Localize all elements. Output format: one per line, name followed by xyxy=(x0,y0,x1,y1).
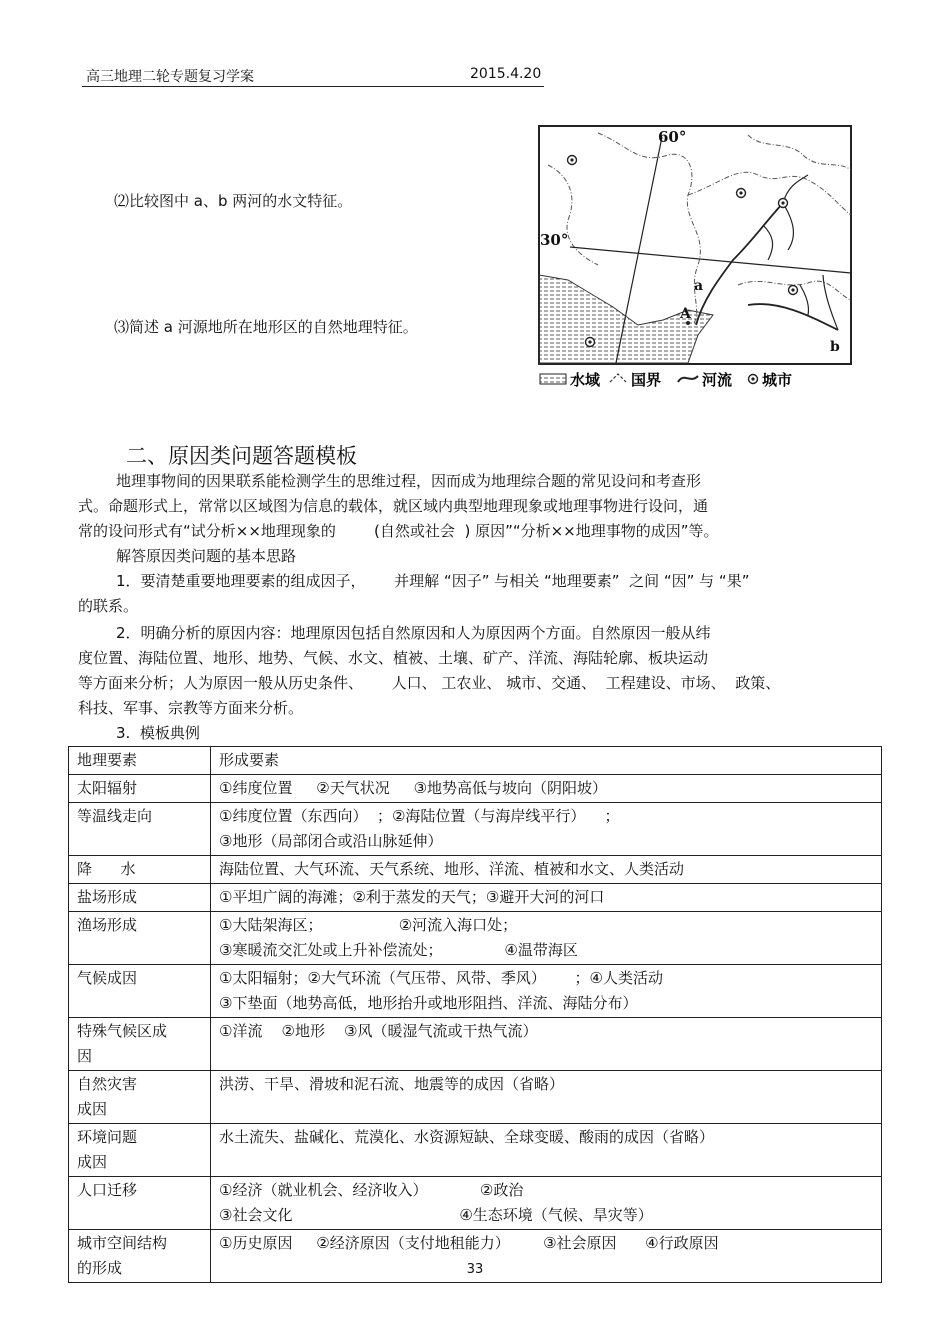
factor-cell: 环境问题 成因 xyxy=(69,1124,211,1177)
para-line: 3. 模板典例 xyxy=(116,724,200,742)
region-map xyxy=(538,125,852,365)
label-30: 30° xyxy=(540,231,569,249)
para-line: 度位置、海陆位置、地形、地势、气候、水文、植被、土壤、矿产、洋流、海陆轮廓、板块运动 xyxy=(78,649,709,667)
content-cell: ①历史原因 ②经济原因（支付地租能力） ③社会原因 ④行政原因 xyxy=(211,1230,882,1283)
label-b: b xyxy=(830,339,840,355)
header-rule xyxy=(82,86,544,87)
factor-cell: 渔场形成 xyxy=(69,912,211,965)
table-row xyxy=(69,1124,882,1177)
factor-cell: 太阳辐射 xyxy=(69,775,211,803)
factor-cell: 人口迁移 xyxy=(69,1177,211,1230)
table-row xyxy=(69,775,882,803)
template-table xyxy=(68,746,882,1283)
table-row xyxy=(69,856,882,884)
para-line: 等方面来分析；人为原因一般从历史条件、 人口、 工农业、 城市、交通、 工程建设、市场、 政策、 xyxy=(78,674,781,692)
para-line: 解答原因类问题的基本思路 xyxy=(116,547,297,565)
para-line: 式。命题形式上，常常以区域图为信息的载体，就区域内典型地理现象或地理事物进行设问，通 xyxy=(78,497,709,515)
para-line: 科技、军事、宗教等方面来分析。 xyxy=(78,699,304,717)
label-60: 60° xyxy=(658,128,687,146)
legend-river-icon xyxy=(678,376,698,382)
para-line: 的联系。 xyxy=(78,597,139,615)
table-row xyxy=(69,965,882,1018)
content-cell: 洪涝、干旱、滑坡和泥石流、地震等的成因（省略） xyxy=(211,1071,882,1124)
content-cell: ①经济（就业机会、经济收入） ②政治 ③社会文化 ④生态环境（气候、旱灾等） xyxy=(211,1177,882,1230)
table-row xyxy=(69,1071,882,1124)
factor-cell: 等温线走向 xyxy=(69,803,211,856)
page-number: 33 xyxy=(466,1262,484,1277)
factor-cell: 自然灾害 成因 xyxy=(69,1071,211,1124)
table-row xyxy=(69,912,882,965)
table-row xyxy=(69,884,882,912)
content-cell: ①洋流 ②地形 ③风（暖湿气流或干热气流） xyxy=(211,1018,882,1071)
legend-water-icon xyxy=(540,374,566,384)
header-date: 2015.4.20 xyxy=(470,66,542,82)
content-cell: ①纬度位置（东西向） ；②海陆位置（与海岸线平行） ； ③地形（局部闭合或沿山脉延伸） xyxy=(211,803,882,856)
content-cell: ①太阳辐射；②大气环流（气压带、风带、季风） ；④人类活动 ③下垫面（地势高低，地形抬升或地形阻挡、洋流、海陆分布） xyxy=(211,965,882,1018)
table-row xyxy=(69,1177,882,1230)
factor-cell: 盐场形成 xyxy=(69,884,211,912)
legend-river: 河流 xyxy=(702,372,733,389)
para-line: 2．明确分析的原因内容：地理原因包括自然原因和人为原因两个方面。自然原因一般从纬 xyxy=(116,624,711,642)
legend-border-icon xyxy=(610,374,626,382)
table-header-row xyxy=(69,747,882,775)
factor-cell: 气候成因 xyxy=(69,965,211,1018)
label-A: A xyxy=(680,306,691,322)
question-3: ⑶简述 a 河源地所在地形区的自然地理特征。 xyxy=(114,318,418,336)
section-heading: 二、原因类问题答题模板 xyxy=(126,444,357,468)
para-line: 地理事物间的因果联系能检测学生的思维过程，因而成为地理综合题的常见设问和考查形 xyxy=(116,472,702,490)
factor-cell: 特殊气候区成 因 xyxy=(69,1018,211,1071)
table-header-cell: 地理要素 xyxy=(69,747,211,775)
factor-cell: 城市空间结构 的形成 xyxy=(69,1230,211,1283)
header-title: 高三地理二轮专题复习学案 xyxy=(86,69,254,85)
content-cell: ①纬度位置 ②天气状况 ③地势高低与坡向（阴阳坡） xyxy=(211,775,882,803)
question-2: ⑵比较图中 a、b 两河的水文特征。 xyxy=(114,192,353,210)
legend-border: 国界 xyxy=(631,372,662,389)
table-header-cell: 形成要素 xyxy=(211,747,882,775)
content-cell: ①大陆架海区； ②河流入海口处； ③寒暖流交汇处或上升补偿流处； ④温带海区 xyxy=(211,912,882,965)
content-cell: ①平坦广阔的海滩；②利于蒸发的天气；③避开大河的河口 xyxy=(211,884,882,912)
content-cell: 水土流失、盐碱化、荒漠化、水资源短缺、全球变暖、酸雨的成因（省略） xyxy=(211,1124,882,1177)
para-line: 1．要清楚重要地理要素的组成因子， 并理解 “因子” 与相关 “地理要素” 之间 “因” 与 “果” xyxy=(116,572,750,590)
para-line: 常的设问形式有“试分析××地理现象的 (自然或社会 ) 原因”“分析××地理事物的成因”等。 xyxy=(78,522,719,540)
table-row xyxy=(69,803,882,856)
label-a: a xyxy=(694,278,704,294)
factor-cell: 降 水 xyxy=(69,856,211,884)
legend-water: 水域 xyxy=(570,372,601,389)
map-legend xyxy=(538,368,858,390)
content-cell: 海陆位置、大气环流、天气系统、地形、洋流、植被和水文、人类活动 xyxy=(211,856,882,884)
legend-city: 城市 xyxy=(762,372,793,389)
table-row xyxy=(69,1018,882,1071)
